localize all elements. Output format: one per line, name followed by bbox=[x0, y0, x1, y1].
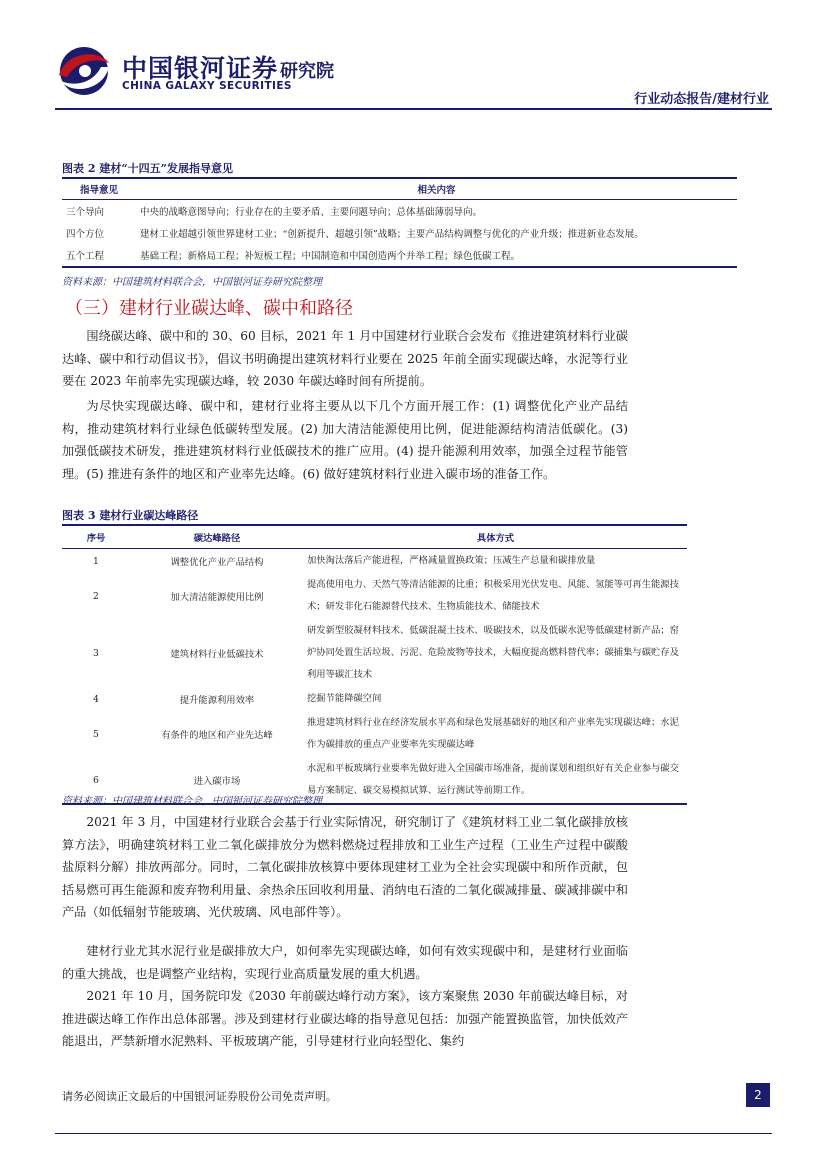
brand-name-cn: 中国银河证券 bbox=[122, 54, 279, 83]
table-cell: 进入碳市场 bbox=[130, 757, 304, 804]
carbon-peak-path-table bbox=[62, 524, 687, 805]
table-cell: 推进建筑材料行业在经济发展水平高和绿色发展基础好的地区和产业率先实现碳达峰；水泥作为碳排放的重点产业要率先实现碳达峰 bbox=[307, 717, 679, 750]
table-row bbox=[62, 687, 687, 711]
table-cell: 加快淘汰落后产能进程，严格减量置换政策；压减生产总量和碳排放量 bbox=[307, 555, 596, 566]
table-row bbox=[62, 244, 737, 267]
table3-header-path: 碳达峰路径 bbox=[130, 525, 304, 549]
table-cell: 提高使用电力、天然气等清洁能源的比重；积极采用光伏发电、风能、氢能等可再生能源技术；研发非化石能源替代技术、生物质能技术、储能技术 bbox=[307, 579, 679, 612]
table-cell: 调整优化产业产品结构 bbox=[170, 557, 264, 568]
table-cell: 2 bbox=[93, 590, 99, 602]
table-row bbox=[62, 619, 687, 687]
table-row bbox=[62, 200, 737, 223]
table-cell: 中央的战略意图导向；行业存在的主要矛盾、主要问题导向；总体基础薄弱导向。 bbox=[140, 207, 483, 218]
section-heading: （三）建材行业碳达峰、碳中和路径 bbox=[65, 298, 353, 319]
brand-department: 研究院 bbox=[280, 61, 334, 82]
table3-header-index: 序号 bbox=[62, 525, 130, 549]
table-cell: 有条件的地区和产业先达峰 bbox=[161, 730, 273, 741]
table-cell: 水泥和平板玻璃行业要率先做好进入全国碳市场准备，提前谋划和组织好有关企业参与碳交易方案制定、碳交易模拟试算、运行测试等前期工作。 bbox=[304, 757, 687, 804]
footer-divider bbox=[55, 1133, 772, 1134]
table-row bbox=[62, 711, 687, 757]
table-cell: 建筑材料行业低碳技术 bbox=[170, 649, 264, 660]
table-cell: 五个工程 bbox=[62, 244, 136, 267]
header-divider bbox=[55, 108, 772, 110]
table-row bbox=[62, 222, 737, 244]
table-row bbox=[62, 573, 687, 619]
paragraph-4: 建材行业尤其水泥行业是碳排放大户，如何率先实现碳达峰，如何有效实现碳中和，是建材行业面临的重大挑战，也是调整产业结构，实现行业高质量发展的重大机遇。 bbox=[62, 944, 628, 981]
table-cell: 3 bbox=[93, 647, 99, 659]
brand-name-en: CHINA GALAXY SECURITIES bbox=[122, 80, 292, 92]
table-cell: 4 bbox=[93, 693, 99, 705]
table-cell: 挖掘节能降碳空间 bbox=[307, 693, 382, 704]
paragraph-1: 围绕碳达峰、碳中和的 30、60 目标，2021 年 1 月中国建材行业联合会发布《推进建筑材料行业碳达峰、碳中和行动倡议书》，倡议书明确提出建筑材料行业要在 2025 年前全面实现碳达峰，水泥等行业要在 2023 年前率先实现碳达峰，较 2030 年碳达峰时间有所提前。 bbox=[62, 329, 628, 388]
report-type: 行业动态报告/建材行业 bbox=[634, 92, 769, 107]
table-cell: 加大清洁能源使用比例 bbox=[170, 592, 264, 603]
table-row bbox=[62, 549, 687, 574]
guidance-table bbox=[62, 177, 737, 268]
table-cell: 基础工程；新格局工程；补短板工程；中国制造和中国创造两个并举工程；绿色低碳工程。 bbox=[136, 244, 737, 267]
table3-header-method: 具体方式 bbox=[304, 525, 687, 549]
table-cell: 三个导向 bbox=[66, 207, 105, 218]
table-cell: 建材工业超越引领世界建材工业；“创新提升、超越引领”战略；主要产品结构调整与优化的产业升级；推进新业态发展。 bbox=[140, 229, 644, 240]
table-cell: 研发新型胶凝材料技术、低碳混凝土技术、吸碳技术，以及低碳水泥等低碳建材新产品；窑炉协同处置生活垃圾、污泥、危险废物等技术，大幅度提高燃料替代率；碳捕集与碳贮存及利用等碳汇技术 bbox=[307, 625, 679, 680]
table-cell: 6 bbox=[62, 757, 130, 804]
disclaimer: 请务必阅读正文最后的中国银河证券股份公司免责声明。 bbox=[62, 1090, 337, 1103]
table-cell: 四个方位 bbox=[66, 229, 105, 240]
table2-caption: 图表 2 建材“十四五”发展指导意见 bbox=[62, 162, 233, 175]
paragraph-3: 2021 年 3 月，中国建材行业联合会基于行业实际情况，研究制订了《建筑材料工业二氧化碳排放核算方法》，明确建筑材料工业二氧化碳排放分为燃料燃烧过程排放和工业生产过程（工业生产过程中碳酸盐原料分解）排放两部分。同时，二氧化碳排放核算中要体现建材工业为全社会实现碳中和所作贡献，包括易燃可再生能源和废弃物利用量、余热余压回收利用量、消纳电石渣的二氧化碳减排量、碳减排碳中和产品（如低辐射节能玻璃、光伏玻璃、风电部件等）。 bbox=[62, 815, 628, 919]
galaxy-logo-icon bbox=[55, 45, 113, 97]
table-cell: 1 bbox=[93, 555, 99, 567]
table-cell: 5 bbox=[93, 728, 99, 740]
table3-caption: 图表 3 建材行业碳达峰路径 bbox=[62, 509, 199, 522]
table3-source: 资料来源：中国建筑材料联合会，中国银河证券研究院整理 bbox=[62, 796, 322, 807]
page-number: 2 bbox=[746, 1083, 770, 1107]
table2-header-content: 相关内容 bbox=[136, 178, 737, 200]
table2-source: 资料来源：中国建筑材料联合会，中国银河证券研究院整理 bbox=[62, 277, 322, 288]
paragraph-5: 2021 年 10 月，国务院印发《2030 年前碳达峰行动方案》，该方案聚焦 2030 年前碳达峰目标，对推进碳达峰工作作出总体部署。涉及到建材行业碳达峰的指导意见包括：加强产能置换监管，加快低效产能退出，严禁新增水泥熟料、平板玻璃产能，引导建材行业向轻型化、集约 bbox=[62, 989, 628, 1048]
table2-header-guidance: 指导意见 bbox=[62, 178, 136, 200]
paragraph-2: 为尽快实现碳达峰、碳中和，建材行业将主要从以下几个方面开展工作：(1) 调整优化产业产品结构，推动建筑材料行业绿色低碳转型发展。(2) 加大清洁能源使用比例，促进能源结构清洁低碳化。(3) 加强低碳技术研发，推进建筑材料行业低碳技术的推广应用。(4) 提升能源利用效率，加强全过程节能管理。(5) 推进有条件的地区和产业率先达峰。(6) 做好建筑材料行业进入碳市场的准备工作。 bbox=[62, 399, 628, 481]
table-cell: 提升能源利用效率 bbox=[179, 695, 255, 706]
